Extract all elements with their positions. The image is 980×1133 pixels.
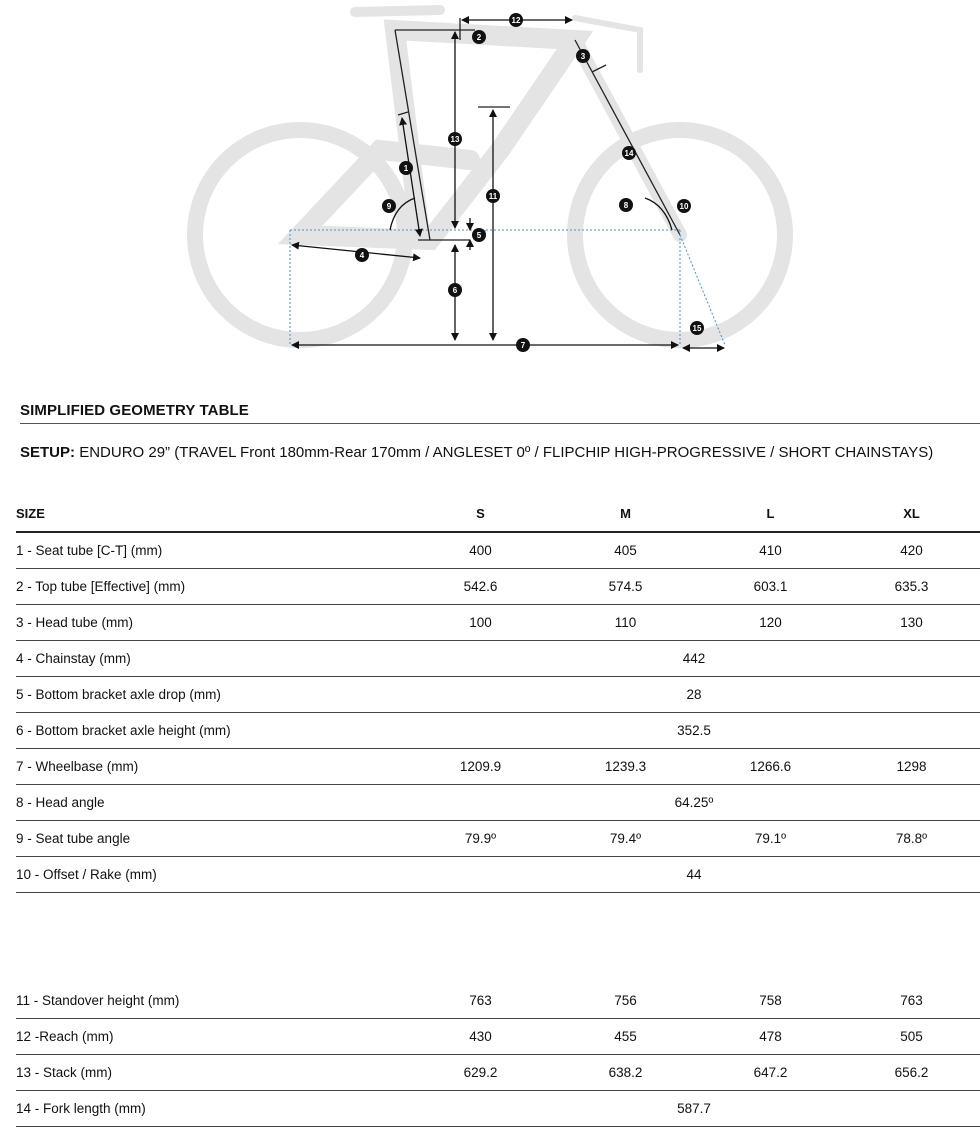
svg-text:6: 6	[452, 286, 458, 295]
geometry-table	[16, 496, 980, 893]
svg-text:12: 12	[511, 16, 521, 25]
bike-geometry-svg	[0, 0, 980, 380]
marker-6	[448, 283, 462, 297]
cell-value-shared: 28	[408, 677, 980, 713]
cell-value: 603.1	[698, 569, 843, 605]
cell-value: 647.2	[698, 1055, 843, 1091]
bike-silhouette	[195, 10, 785, 340]
cell-value-shared: 587.7	[408, 1091, 980, 1127]
table-row	[16, 641, 980, 677]
row-label: 5 - Bottom bracket axle drop (mm)	[16, 677, 408, 713]
cell-value: 478	[698, 1019, 843, 1055]
cell-value: 505	[843, 1019, 980, 1055]
marker-5	[472, 228, 486, 242]
svg-text:11: 11	[488, 192, 498, 201]
setup-description	[20, 442, 975, 463]
cell-value: 656.2	[843, 1055, 980, 1091]
cell-value: 420	[843, 532, 980, 569]
cell-value-shared: 44	[408, 857, 980, 893]
marker-12	[509, 13, 523, 27]
setup-label: SETUP:	[20, 444, 76, 461]
marker-1	[399, 161, 413, 175]
cell-value: 430	[408, 1019, 553, 1055]
cell-value: 574.5	[553, 569, 698, 605]
cell-value: 635.3	[843, 569, 980, 605]
marker-7	[516, 338, 530, 352]
cell-value: 79.4º	[553, 821, 698, 857]
table-row	[16, 749, 980, 785]
table-row	[16, 1019, 980, 1055]
size-l-header: L	[698, 496, 843, 532]
row-label: 11 - Standover height (mm)	[16, 983, 408, 1019]
svg-text:15: 15	[692, 324, 702, 333]
row-label: 2 - Top tube [Effective] (mm)	[16, 569, 408, 605]
size-xl-header: XL	[843, 496, 980, 532]
table-row	[16, 821, 980, 857]
cell-value: 638.2	[553, 1055, 698, 1091]
size-s-header: S	[408, 496, 553, 532]
row-label: 14 - Fork length (mm)	[16, 1091, 408, 1127]
svg-text:13: 13	[450, 135, 460, 144]
row-label: 10 - Offset / Rake (mm)	[16, 857, 408, 893]
cell-value: 1298	[843, 749, 980, 785]
geometry-table-continued	[16, 983, 980, 1127]
row-label: 3 - Head tube (mm)	[16, 605, 408, 641]
table-row	[16, 605, 980, 641]
cell-value: 100	[408, 605, 553, 641]
cell-value: 763	[408, 983, 553, 1019]
row-label: 6 - Bottom bracket axle height (mm)	[16, 713, 408, 749]
marker-9	[382, 199, 396, 213]
marker-15	[690, 321, 704, 335]
svg-text:2: 2	[476, 33, 482, 42]
cell-value: 1209.9	[408, 749, 553, 785]
table-row	[16, 569, 980, 605]
cell-value: 78.8º	[843, 821, 980, 857]
svg-text:5: 5	[476, 231, 482, 240]
svg-text:10: 10	[679, 202, 689, 211]
marker-3	[576, 49, 590, 63]
cell-value: 629.2	[408, 1055, 553, 1091]
marker-10	[677, 199, 691, 213]
svg-text:14: 14	[624, 149, 634, 158]
svg-text:4: 4	[359, 251, 365, 260]
seat-shape	[355, 10, 440, 12]
cell-value: 756	[553, 983, 698, 1019]
table-row	[16, 1055, 980, 1091]
marker-11	[486, 189, 500, 203]
svg-text:7: 7	[520, 341, 526, 350]
table-row	[16, 713, 980, 749]
svg-text:3: 3	[580, 52, 586, 61]
table-row	[16, 857, 980, 893]
svg-text:8: 8	[623, 201, 629, 210]
table-row	[16, 677, 980, 713]
svg-text:1: 1	[403, 164, 409, 173]
row-label: 13 - Stack (mm)	[16, 1055, 408, 1091]
row-label: 12 -Reach (mm)	[16, 1019, 408, 1055]
cell-value-shared: 64.25º	[408, 785, 980, 821]
row-label: 8 - Head angle	[16, 785, 408, 821]
table-row	[16, 532, 980, 569]
marker-13	[448, 132, 462, 146]
cell-value: 130	[843, 605, 980, 641]
cell-value: 758	[698, 983, 843, 1019]
setup-text: ENDURO 29” (TRAVEL Front 180mm-Rear 170mm / ANGLESET 0º / FLIPCHIP HIGH-PROGRESSIVE / SHORT CHAINSTAYS)	[79, 444, 934, 461]
table-title: SIMPLIFIED GEOMETRY TABLE	[20, 402, 249, 419]
size-m-header: M	[553, 496, 698, 532]
table-row	[16, 785, 980, 821]
row-label: 1 - Seat tube [C-T] (mm)	[16, 532, 408, 569]
cell-value: 410	[698, 532, 843, 569]
cell-value: 455	[553, 1019, 698, 1055]
cell-value: 79.1º	[698, 821, 843, 857]
cell-value: 763	[843, 983, 980, 1019]
table-row	[16, 1091, 980, 1127]
cell-value-shared: 442	[408, 641, 980, 677]
cell-value: 405	[553, 532, 698, 569]
svg-text:9: 9	[386, 202, 392, 211]
cell-value: 542.6	[408, 569, 553, 605]
marker-14	[622, 146, 636, 160]
cell-value: 400	[408, 532, 553, 569]
marker-4	[355, 248, 369, 262]
size-header: SIZE	[16, 496, 408, 532]
cell-value: 79.9º	[408, 821, 553, 857]
cell-value: 110	[553, 605, 698, 641]
cell-value: 120	[698, 605, 843, 641]
marker-8	[619, 198, 633, 212]
cell-value: 1239.3	[553, 749, 698, 785]
row-label: 4 - Chainstay (mm)	[16, 641, 408, 677]
bike-geometry-diagram	[0, 0, 980, 380]
table-header-row	[16, 496, 980, 532]
title-divider	[20, 423, 980, 424]
table-row	[16, 983, 980, 1019]
row-label: 7 - Wheelbase (mm)	[16, 749, 408, 785]
cell-value-shared: 352.5	[408, 713, 980, 749]
cell-value: 1266.6	[698, 749, 843, 785]
row-label: 9 - Seat tube angle	[16, 821, 408, 857]
marker-2	[472, 30, 486, 44]
